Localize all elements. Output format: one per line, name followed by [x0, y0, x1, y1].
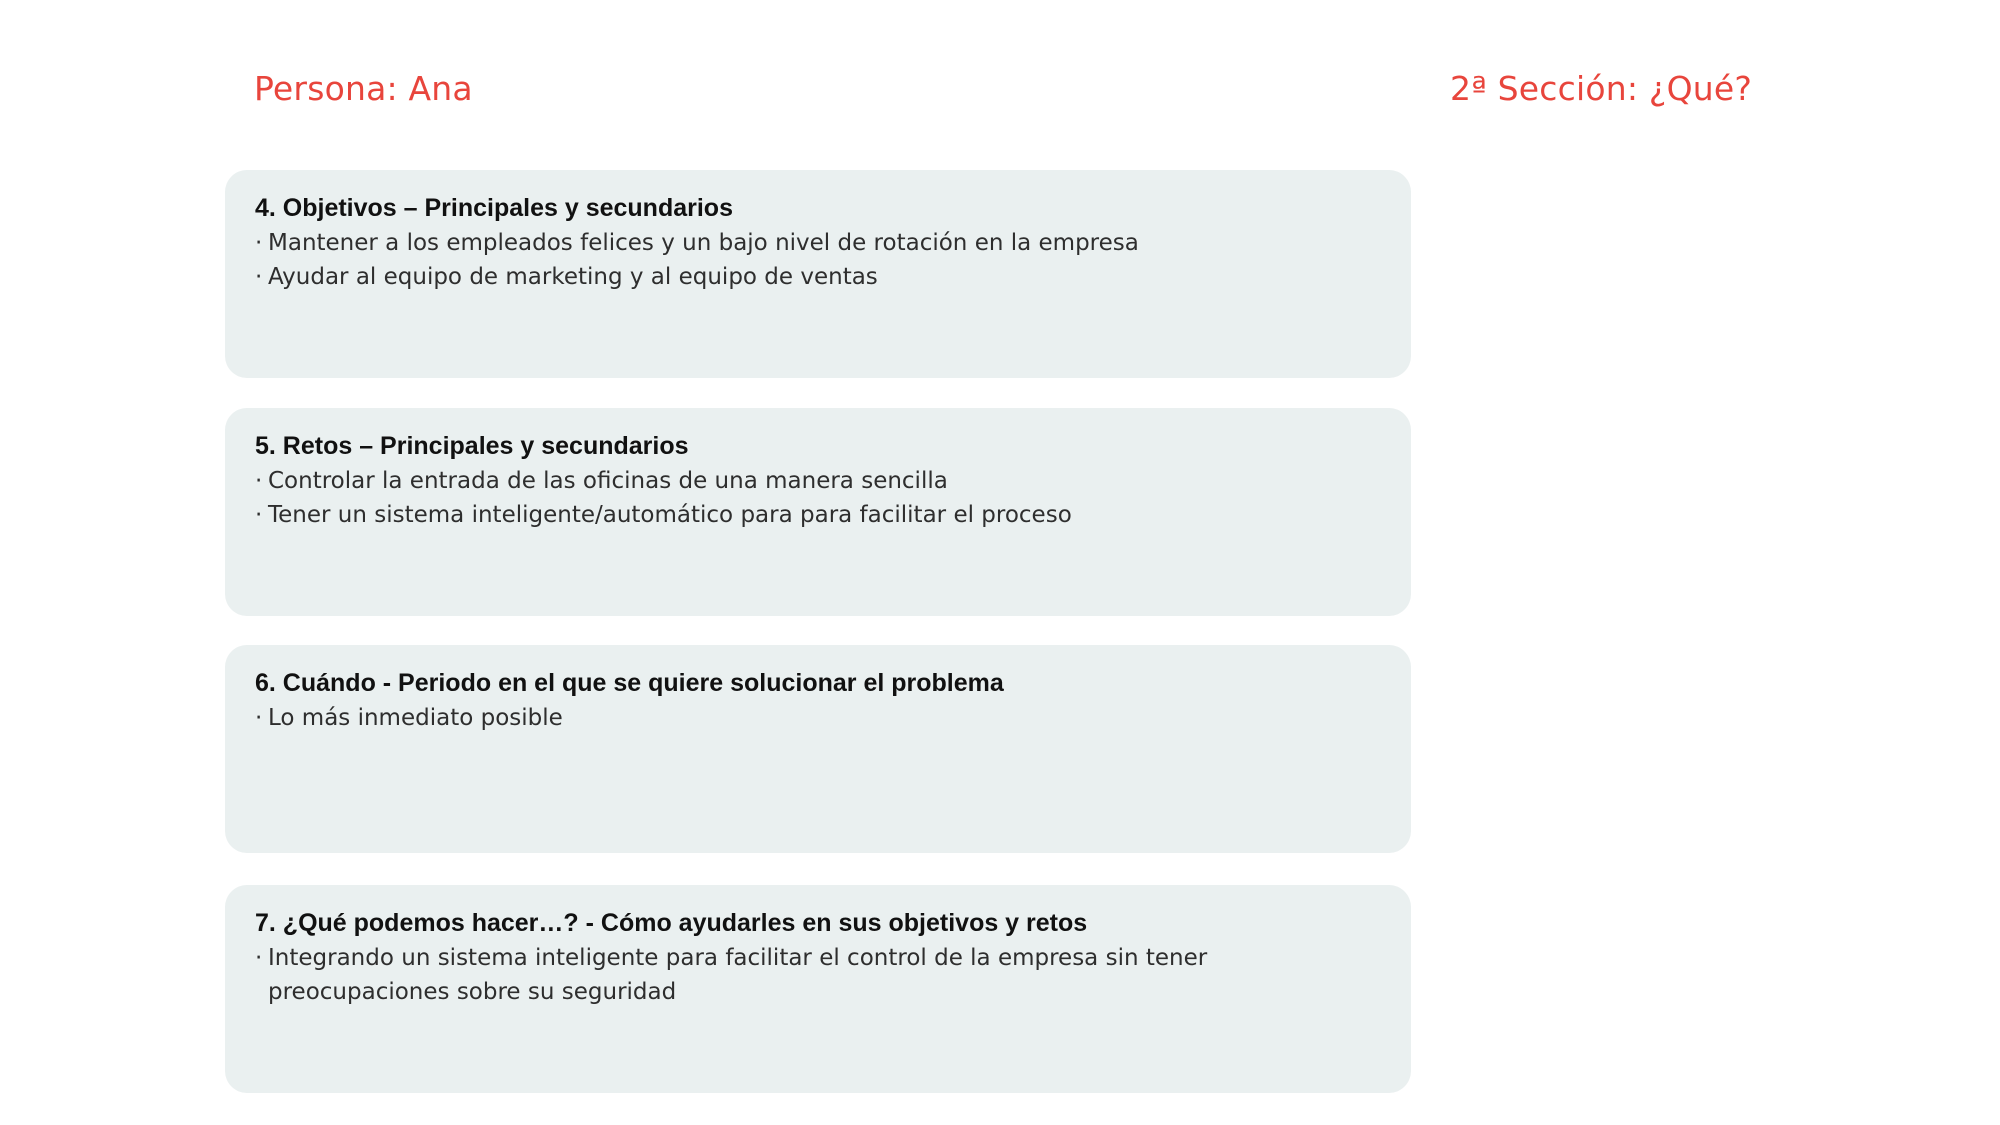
- objectives-list: [255, 226, 1381, 294]
- bullet: ·: [255, 264, 263, 290]
- bullet: ·: [255, 705, 263, 731]
- bullet: ·: [255, 502, 263, 528]
- list-item-text: Mantener a los empleados felices y un bajo nivel de rotación en la empresa: [268, 230, 1139, 256]
- list-item-text: Controlar la entrada de las oficinas de una manera sencilla: [268, 468, 948, 494]
- bullet: ·: [255, 945, 263, 971]
- timing-heading: 6. Cuándo - Periodo en el que se quiere solucionar el problema: [255, 669, 1004, 697]
- list-item-text: Tener un sistema inteligente/automático para para facilitar el proceso: [268, 502, 1072, 528]
- list-item: [255, 464, 1381, 498]
- bullet: ·: [255, 230, 263, 256]
- actions-card: [225, 885, 1411, 1093]
- list-item-text: Lo más inmediato posible: [268, 705, 563, 731]
- persona-title: Persona: Ana: [254, 69, 473, 108]
- actions-heading: 7. ¿Qué podemos hacer…? - Cómo ayudarles en sus objetivos y retos: [255, 909, 1088, 937]
- actions-list: [255, 941, 1381, 1009]
- section-title: 2ª Sección: ¿Qué?: [1450, 69, 1753, 108]
- list-item: [255, 701, 1381, 735]
- list-item-text: Integrando un sistema inteligente para facilitar el control de la empresa sin tener preocupaciones sobre su seguridad: [268, 945, 1208, 1005]
- challenges-heading: 5. Retos – Principales y secundarios: [255, 432, 689, 460]
- timing-list: [255, 701, 1381, 735]
- timing-card: [225, 645, 1411, 853]
- challenges-card: [225, 408, 1411, 616]
- challenges-list: [255, 464, 1381, 532]
- list-item: [255, 260, 1381, 294]
- bullet: ·: [255, 468, 263, 494]
- list-item: [255, 226, 1381, 260]
- list-item: [255, 498, 1381, 532]
- list-item-text: Ayudar al equipo de marketing y al equipo de ventas: [268, 264, 878, 290]
- objectives-heading: 4. Objetivos – Principales y secundarios: [255, 194, 733, 222]
- objectives-card: [225, 170, 1411, 378]
- list-item: [255, 941, 1268, 1009]
